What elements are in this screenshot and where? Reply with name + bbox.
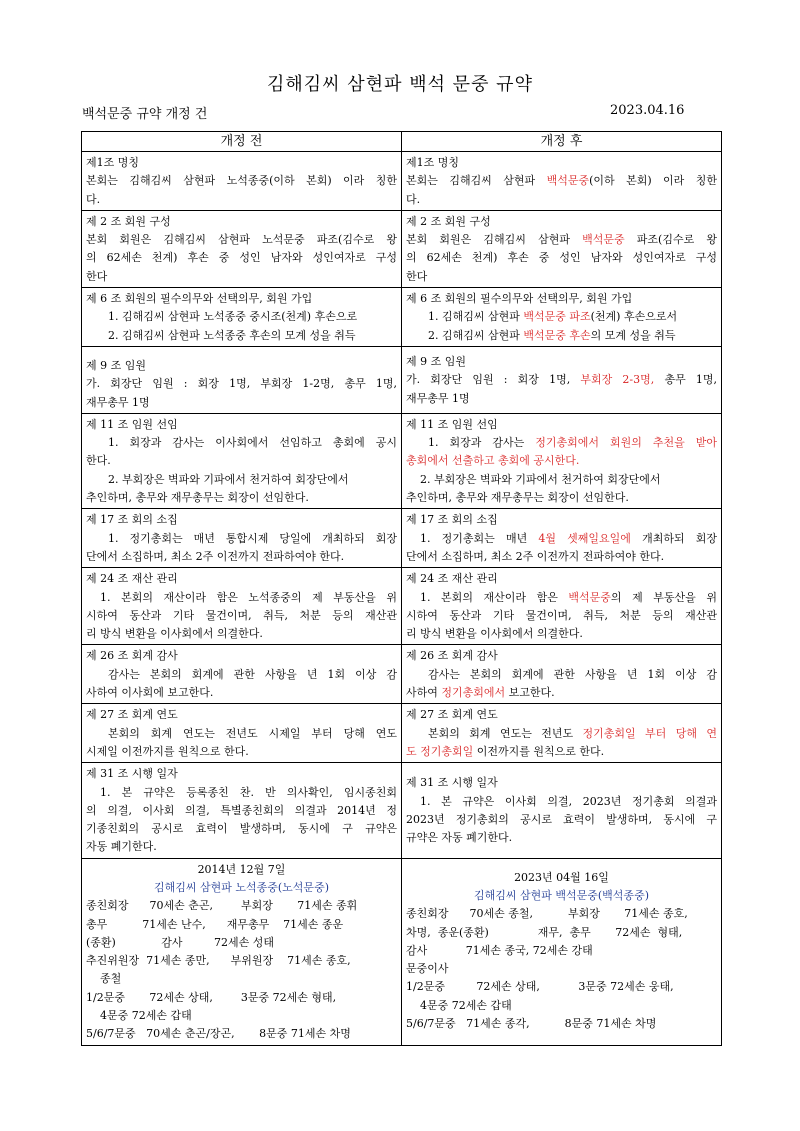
article-item: 1. 본회의 재산이라 함은 노석종중의 제 부동산을 위 bbox=[100, 590, 397, 604]
signatory-line: (종환) 감사 72세손 성태 bbox=[86, 935, 275, 949]
article-item: 2. 김해김씨 삼현파 백석문중 후손의 모계 성을 취득 bbox=[428, 328, 676, 342]
article-text: 감사는 본회의 회계에 관한 사항을 년 1회 이상 감 bbox=[428, 667, 717, 681]
cell-before bbox=[82, 704, 402, 763]
cell-before bbox=[82, 152, 402, 211]
revised-text: 백석문중 bbox=[568, 590, 611, 604]
table-row bbox=[82, 210, 722, 287]
article-item: 2. 김해김씨 삼현파 노석종중 후손의 모계 성을 취득 bbox=[108, 328, 356, 342]
table-row bbox=[82, 704, 722, 763]
signatory-line: 5/6/7문중 71세손 종각, 8문중 71세손 차명 bbox=[406, 1017, 657, 1031]
cell-after bbox=[402, 210, 722, 287]
article-text: 한다 bbox=[406, 269, 428, 283]
article-heading: 제 27 조 회계 연도 bbox=[406, 708, 498, 722]
article-text: 리 방식 변환을 이사회에서 의결한다. bbox=[406, 627, 583, 641]
article-heading: 제 26 조 회계 감사 bbox=[86, 649, 178, 663]
cell-before bbox=[82, 288, 402, 347]
article-text: 본회 회원은 김해김씨 삼현파 노석문중 파조(김수로 왕 bbox=[86, 233, 397, 247]
article-heading: 제 2 조 회원 구성 bbox=[86, 214, 171, 228]
article-text: 본회는 김해김씨 삼현파 백석문중(이하 본회) 이라 칭한 bbox=[406, 174, 717, 188]
article-item: 2. 부회장은 벽파와 기파에서 천거하여 회장단에서 bbox=[420, 472, 661, 486]
article-text: 2023년 정기총회의 공시로 효력이 발생하며, 동시에 구 bbox=[406, 812, 717, 826]
article-text: 본회는 김해김씨 삼현파 노석종중(이하 본회) 이라 칭한 bbox=[86, 174, 397, 188]
article-text: 본회 회원은 김해김씨 삼현파 백석문중 파조(김수로 왕 bbox=[406, 233, 717, 247]
signatory-line: 추진위원장 71세손 종만, 부위원장 71세손 종호, bbox=[86, 954, 351, 968]
article-text: 가. 회장단 임원 : 회장 1명, 부회장 1-2명, 총무 1명, bbox=[86, 377, 397, 391]
cell-after bbox=[402, 704, 722, 763]
article-text: 가. 회장단 임원 : 회장 1명, 부회장 2-3명, 총무 1명, bbox=[406, 373, 717, 387]
signature-org: 김해김씨 삼현파 백석문중(백석종중) bbox=[474, 888, 649, 902]
article-item: 1. 정기총회는 매년 4월 셋째일요일에 개최하되 회장 bbox=[420, 531, 717, 545]
revised-text: 백석문중 파조 bbox=[523, 310, 591, 324]
table-row bbox=[82, 346, 722, 413]
signatory-line: 4문중 72세손 갑태 bbox=[420, 998, 512, 1012]
cell-before bbox=[82, 413, 402, 508]
cell-before bbox=[82, 210, 402, 287]
document-subtitle: 백석문중 규약 개정 건 bbox=[82, 107, 208, 122]
cell-after bbox=[402, 413, 722, 508]
table-row bbox=[82, 509, 722, 568]
article-heading: 제1조 명칭 bbox=[406, 156, 459, 169]
article-text: 한다 bbox=[86, 269, 108, 283]
article-text: 다. bbox=[406, 192, 421, 206]
cell-after bbox=[402, 568, 722, 645]
signature-before bbox=[82, 858, 402, 1045]
article-text: 감사는 본회의 회계에 관한 사항을 년 1회 이상 감 bbox=[108, 667, 397, 681]
article-heading: 제 17 조 회의 소집 bbox=[406, 513, 498, 527]
article-heading: 제 11 조 임원 선임 bbox=[406, 417, 498, 431]
article-heading: 제 31 조 시행 일자 bbox=[406, 776, 498, 790]
cell-before bbox=[82, 346, 402, 413]
revision-table bbox=[81, 131, 722, 1046]
article-text: 자동 폐기한다. bbox=[86, 840, 157, 854]
header-before: 개정 전 bbox=[82, 132, 402, 152]
article-heading: 제 2 조 회원 구성 bbox=[406, 214, 491, 228]
article-text: 재무총무 1명 bbox=[406, 391, 470, 405]
article-text: 시하여 동산과 기타 물건이며, 취득, 처분 등의 재산관 bbox=[406, 608, 717, 622]
article-text: 도 정기총회일 이전까지를 원칙으로 한다. bbox=[406, 744, 605, 758]
revised-text: 4월 셋째일요일에 bbox=[538, 531, 631, 545]
article-heading: 제 27 조 회계 연도 bbox=[86, 708, 178, 722]
signature-row bbox=[82, 858, 722, 1045]
table-row bbox=[82, 645, 722, 704]
signatory-line: 종친회장 70세손 춘곤, 부회장 71세손 종휘 bbox=[86, 899, 358, 913]
article-text: 단에서 소집하며, 최소 2주 이전까지 전파하여야 한다. bbox=[86, 549, 345, 563]
article-item: 1. 정기총회는 매년 통합시제 당일에 개최하되 회장 bbox=[108, 531, 397, 545]
cell-after bbox=[402, 509, 722, 568]
revised-text: 정기총회에서 회원의 추천을 받아 bbox=[535, 436, 717, 450]
table-row bbox=[82, 413, 722, 508]
article-heading: 제 24 조 재산 관리 bbox=[406, 572, 498, 586]
article-item: 1. 김해김씨 삼현파 백석문중 파조(천계) 후손으로서 bbox=[428, 310, 678, 324]
article-text: 재무총무 1명 bbox=[86, 395, 150, 409]
cell-after bbox=[402, 645, 722, 704]
document-date: 2023.04.16 bbox=[610, 103, 685, 118]
signature-after bbox=[402, 858, 722, 1045]
article-text: 기종친회의 공시로 효력이 발생하며, 동시에 구 규약은 bbox=[86, 822, 397, 836]
article-text: 한다. bbox=[86, 454, 111, 468]
article-text: 단에서 소집하며, 최소 2주 이전까지 전파하여야 한다. bbox=[406, 549, 665, 563]
article-heading: 제 9 조 임원 bbox=[86, 358, 146, 372]
header-after: 개정 후 bbox=[402, 132, 722, 152]
cell-before bbox=[82, 568, 402, 645]
article-text: 본회의 회계 연도는 전년도 시제일 부터 당해 연도 bbox=[108, 726, 397, 740]
signatory-line: 감사 71세손 종국, 72세손 강태 bbox=[406, 943, 593, 957]
table-row bbox=[82, 152, 722, 211]
cell-after bbox=[402, 763, 722, 858]
article-heading: 제 17 조 회의 소집 bbox=[86, 513, 178, 527]
article-item: 1. 본 규약은 이사회 의결, 2023년 정기총회 의결과 bbox=[420, 794, 717, 808]
signature-org: 김해김씨 삼현파 노석종중(노석문중) bbox=[154, 880, 329, 894]
article-heading: 제 11 조 임원 선임 bbox=[86, 417, 178, 431]
article-item: 1. 회장과 감사는 정기총회에서 회원의 추천을 받아 bbox=[428, 436, 717, 450]
article-item: 1. 회장과 감사는 이사회에서 선임하고 총회에 공시 bbox=[108, 436, 397, 450]
article-heading: 제 24 조 재산 관리 bbox=[86, 572, 178, 586]
article-item: 1. 본회의 재산이라 함은 백석문중의 제 부동산을 위 bbox=[420, 590, 717, 604]
article-heading: 제 26 조 회계 감사 bbox=[406, 649, 498, 663]
article-text: 본회의 회계 연도는 전년도 정기총회일 부터 당해 연 bbox=[428, 726, 717, 740]
signatory-line: 4문중 72세손 갑태 bbox=[100, 1009, 192, 1023]
article-text: 추인하며, 총무와 재무총무는 회장이 선임한다. bbox=[86, 491, 309, 505]
revised-text: 정기총회일 부터 당해 연 bbox=[582, 726, 717, 740]
cell-after bbox=[402, 288, 722, 347]
revised-text: 정기총회에서 bbox=[441, 686, 506, 700]
revised-text: 총회에서 선출하고 총회에 공시한다. bbox=[406, 454, 580, 468]
cell-before bbox=[82, 763, 402, 858]
table-header-row bbox=[82, 132, 722, 152]
article-text: 사하여 정기총회에서 보고한다. bbox=[406, 686, 555, 700]
cell-before bbox=[82, 509, 402, 568]
article-heading: 제 31 조 시행 일자 bbox=[86, 767, 178, 781]
signatory-line: 5/6/7문중 70세손 춘곤/장곤, 8문중 71세손 차명 bbox=[86, 1027, 351, 1041]
article-item: 1. 김해김씨 삼현파 노석종중 중시조(천계) 후손으로 bbox=[108, 310, 358, 324]
article-text: 다. bbox=[86, 192, 101, 206]
signatory-line: 문중이사 bbox=[406, 962, 449, 976]
signatory-line: 종친회장 70세손 종철, 부회장 71세손 종호, bbox=[406, 907, 688, 921]
signatory-line: 1/2문중 72세손 상태, 3문중 72세손 형태, bbox=[86, 990, 337, 1004]
signatory-line: 1/2문중 72세손 상태, 3문중 72세손 웅태, bbox=[406, 980, 674, 994]
signatory-line: 종철 bbox=[100, 972, 122, 986]
article-text: 의 의결, 이사회 의결, 특별종친회의 의결과 2014년 정 bbox=[86, 803, 397, 817]
cell-after bbox=[402, 152, 722, 211]
article-text: 의 62세손 천계) 후손 중 성인 남자와 성인여자로 구성 bbox=[406, 251, 717, 265]
article-item: 2. 부회장은 벽파와 기파에서 천거하여 회장단에서 bbox=[108, 472, 349, 486]
article-text: 의 62세손 천계) 후손 중 성인 남자와 성인여자로 구성 bbox=[86, 251, 397, 265]
revised-text: 부회장 2-3명, bbox=[580, 373, 655, 387]
article-heading: 제 6 조 회원의 필수의무와 선택의무, 회원 가입 bbox=[86, 292, 313, 306]
revised-text: 백석문중 bbox=[546, 174, 590, 188]
cell-after bbox=[402, 346, 722, 413]
cell-before bbox=[82, 645, 402, 704]
revised-text: 백석문중 후손 bbox=[523, 328, 591, 342]
signatory-line: 차명, 종운(종환) 재무, 총무 72세손 형태, bbox=[406, 925, 683, 939]
signatory-line: 총무 71세손 난수, 재무총무 71세손 종운 bbox=[86, 917, 344, 931]
revised-text: 백석문중 bbox=[582, 233, 625, 247]
article-text: 리 방식 변환을 이사회에서 의결한다. bbox=[86, 627, 263, 641]
article-heading: 제 6 조 회원의 필수의무와 선택의무, 회원 가입 bbox=[406, 292, 633, 306]
article-text: 시제일 이전까지를 원칙으로 한다. bbox=[86, 744, 249, 758]
table-row bbox=[82, 288, 722, 347]
page-title: 김해김씨 삼현파 백석 문중 규약 bbox=[267, 74, 533, 95]
article-text: 시하여 동산과 기타 물건이며, 취득, 처분 등의 재산관 bbox=[86, 608, 397, 622]
table-row bbox=[82, 568, 722, 645]
article-heading: 제1조 명칭 bbox=[86, 156, 139, 169]
article-text: 추인하며, 총무와 재무총무는 회장이 선임한다. bbox=[406, 491, 629, 505]
article-heading: 제 9 조 임원 bbox=[406, 354, 466, 368]
article-item: 1. 본 규약은 등록종친 찬. 반 의사확인, 임시종친회 bbox=[100, 785, 397, 799]
signature-date: 2023년 04월 16일 bbox=[514, 870, 609, 884]
article-text: 사하여 이사회에 보고한다. bbox=[86, 686, 214, 700]
revised-text: 도 정기총회일 bbox=[406, 744, 474, 758]
table-row bbox=[82, 763, 722, 858]
signature-date: 2014년 12월 7일 bbox=[197, 862, 286, 876]
article-text: 규약은 자동 폐기한다. bbox=[406, 831, 513, 845]
